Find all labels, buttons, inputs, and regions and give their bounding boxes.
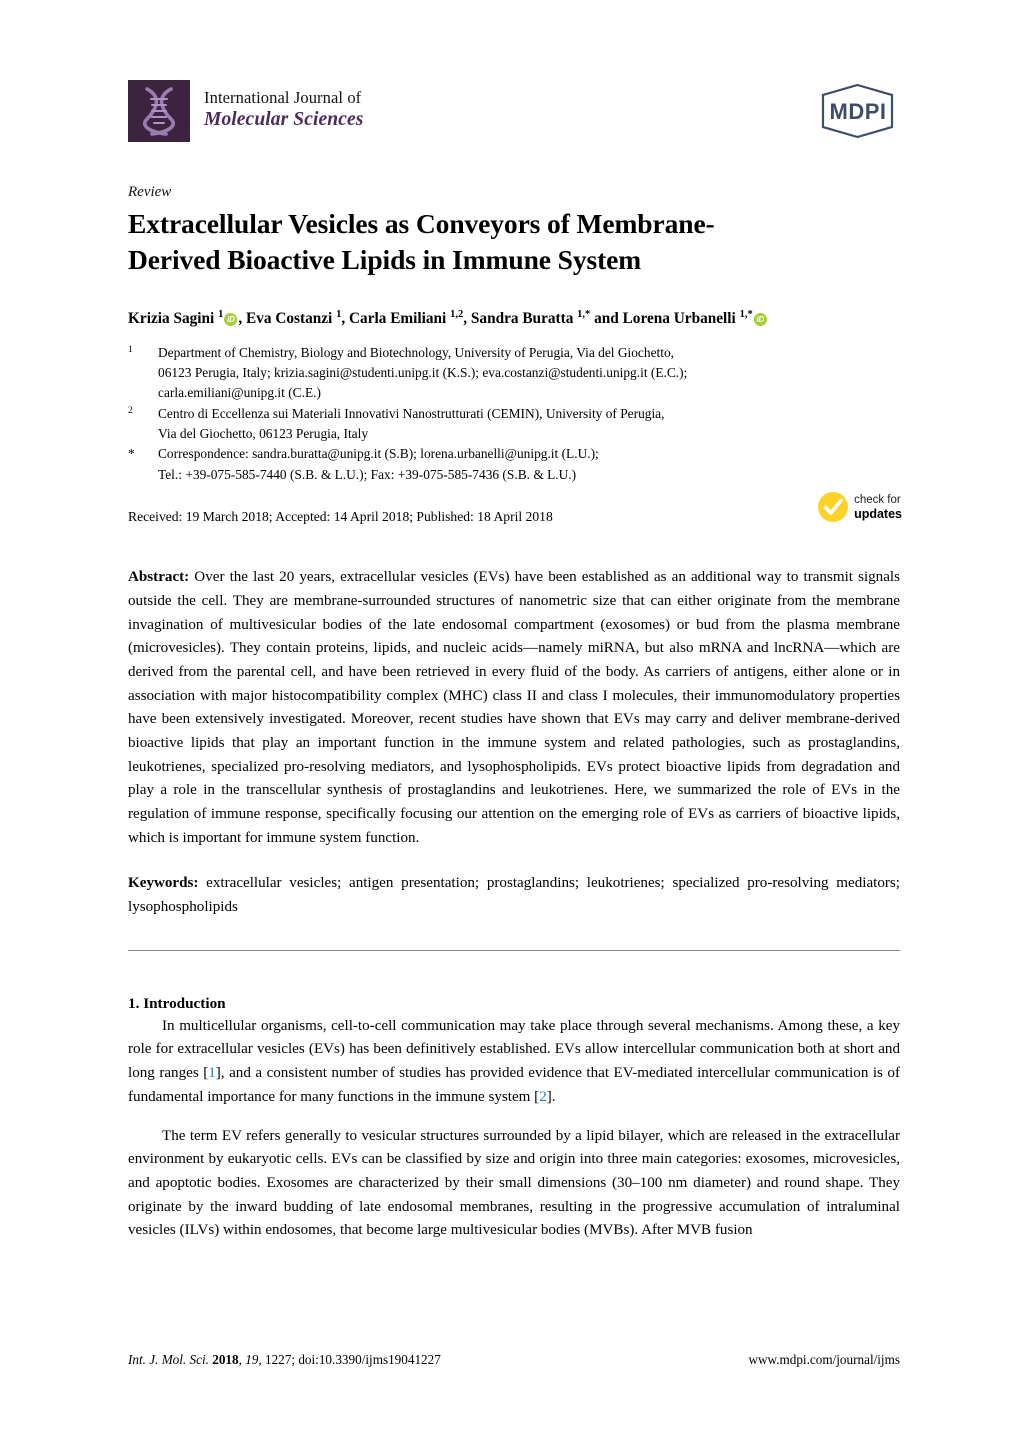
keywords-text: extracellular vesicles; antigen presentation; prostaglandins; leukotrienes; specialized pro-resolving mediators; lysophospholipids — [128, 875, 900, 916]
section-divider — [128, 950, 900, 951]
article-type-label: Review — [128, 184, 172, 200]
author-list — [128, 307, 900, 331]
publication-dates: Received: 19 March 2018; Accepted: 14 April 2018; Published: 18 April 2018 — [128, 509, 553, 525]
author-affiliation-marker: 1 — [336, 308, 342, 320]
affiliation-list — [128, 343, 900, 486]
affiliation-row — [128, 404, 900, 445]
intro-par1-part-c: ]. — [546, 1088, 556, 1105]
orcid-icon[interactable]: iD — [754, 313, 767, 326]
footer-journal-url[interactable]: www.mdpi.com/journal/ijms — [748, 1352, 900, 1367]
footer-volume: 19 — [245, 1352, 259, 1367]
masthead — [128, 80, 900, 158]
check-badge-line1: check for — [854, 493, 901, 506]
affiliation-line: Tel.: +39-075-585-7440 (S.B. & L.U.); Fax: +39-075-585-7436 (S.B. & L.U.) — [158, 466, 577, 482]
author-affiliation-marker: 1,* — [739, 308, 753, 320]
affiliation-text — [158, 343, 900, 404]
mdpi-logo-icon — [816, 82, 900, 140]
author-separator: , — [238, 309, 246, 327]
affiliation-text — [158, 404, 900, 445]
affiliation-line: carla.emiliani@unipg.it (C.E.) — [158, 385, 321, 401]
author-name: Carla Emiliani — [349, 309, 451, 327]
intro-par1-part-a: In multicellular organisms, cell-to-cell communication may take place through several mechanisms. Among these, a key role for extracellular vesicles (EVs) has been definitively established. EVs allow intercellular communication both at short and long ranges [ — [128, 1017, 900, 1082]
footer-article-number: 1227 — [264, 1352, 292, 1367]
affiliation-marker: * — [128, 446, 135, 462]
footer-doi: doi:10.3390/ijms19041227 — [298, 1352, 441, 1367]
affiliation-marker: 2 — [128, 405, 133, 416]
citation-link-2[interactable]: 2 — [539, 1088, 547, 1105]
introduction-paragraph-2: The term EV refers generally to vesicular structures surrounded by a lipid bilayer, which are released in the extracellular environment by eukaryotic cells. EVs can be classified by size and origin into three main categories: exosomes, microvesicles, and apoptotic bodies. Exosomes are characterized by their small dimensions (30–100 nm diameter) and round shape. They originate by the inward budding of late endosomal membranes, resulting in the progressive accumulation of intraluminal vesicles (ILVs) within endosomes, that become large multivesicular bodies (MVBs). After MVB fusion — [128, 1127, 900, 1239]
affiliation-row — [128, 343, 900, 404]
check-for-updates-badge[interactable] — [817, 491, 902, 523]
author-separator: , — [341, 309, 349, 327]
author-name: Eva Costanzi — [246, 309, 337, 327]
intro-par1-part-b: ], and a consistent number of studies has provided evidence that EV-mediated intercellular communication is of fundamental importance for many functions in the immune system [ — [128, 1065, 900, 1105]
abstract-text: Over the last 20 years, extracellular vesicles (EVs) have been established as an additional way to transmit signals outside the cell. They are membrane-surrounded structures of nanometric size that can either originate from the membrane invagination of multivesicular bodies of the late endosomal compartment (exosomes) or bud from the plasma membrane (microvesicles). They contain proteins, lipids, and nucleic acids—namely miRNA, but also mRNA and lncRNA—which are derived from the parental cell, and have been retrieved in every fluid of the body. As carriers of antigens, either alone or in association with major histocompatibility complex (MHC) class II and class I molecules, their immunomodulatory properties have been extensively investigated. Moreover, recent studies have shown that EVs may carry and deliver membrane-derived bioactive lipids that play an important function in the immune system and related pathologies, such as prostaglandins, leukotrienes, specialized pro-resolving mediators, and lysophospholipids. EVs protect bioactive lipids from degradation and play a role in the transcellular synthesis of prostaglandins and leukotrienes. Here, we summarized the role of EVs in the regulation of immune response, specifically focusing our attention on the emerging role of EVs as carriers of bioactive lipids, which is important for immune system function. — [128, 569, 900, 846]
dna-helix-icon — [128, 80, 190, 142]
author-separator: , — [463, 309, 471, 327]
footer-citation: Int. J. Mol. Sci. 2018, 19, 1227; doi:10.3390/ijms19041227 — [128, 1352, 441, 1367]
author-name: Lorena Urbanelli — [622, 309, 740, 327]
page-content-column — [128, 0, 900, 1258]
journal-title-block — [204, 89, 363, 133]
author-name: Sandra Buratta — [470, 309, 578, 327]
check-badge-text — [854, 493, 902, 522]
author-affiliation-marker: 1,2 — [450, 308, 464, 320]
affiliation-row — [128, 444, 900, 485]
section-heading-introduction: 1. Introduction — [128, 994, 226, 1012]
abstract-block — [128, 566, 900, 850]
journal-branding — [128, 80, 363, 142]
affiliation-line: Department of Chemistry, Biology and Biotechnology, University of Perugia, Via del Giochetto, — [158, 344, 675, 360]
affiliation-marker: 1 — [128, 344, 133, 355]
author-name: Krizia Sagini — [128, 309, 219, 327]
introduction-paragraph-1 — [128, 1015, 900, 1110]
orcid-icon[interactable]: iD — [224, 313, 237, 326]
author-affiliation-marker: 1 — [218, 308, 224, 320]
check-mark-icon — [817, 491, 849, 523]
affiliation-line: Centro di Eccellenza sui Materiali Innovativi Nanostrutturati (CEMIN), University of Perugia, — [158, 405, 665, 421]
abstract-label: Abstract: — [128, 569, 190, 586]
affiliation-line: Correspondence: sandra.buratta@unipg.it (S.B); lorena.urbanelli@unipg.it (L.U.); — [158, 446, 599, 462]
mdpi-wordmark: MDPI — [829, 99, 887, 124]
author-separator: and — [590, 309, 623, 327]
check-badge-line2: updates — [854, 507, 902, 522]
footer-journal-abbrev: Int. J. Mol. Sci. — [128, 1352, 209, 1367]
keywords-block — [128, 872, 900, 919]
page-title: Extracellular Vesicles as Conveyors of Membrane-Derived Bioactive Lipids in Immune System — [128, 208, 715, 275]
author-affiliation-marker: 1,* — [577, 308, 591, 320]
publication-dates-row — [128, 493, 902, 549]
affiliation-text — [158, 444, 900, 485]
citation-link-1[interactable]: 1 — [208, 1065, 216, 1082]
keywords-label: Keywords: — [128, 875, 199, 892]
journal-name-line1: International Journal of — [204, 87, 362, 107]
affiliation-line: Via del Giochetto, 06123 Perugia, Italy — [158, 426, 369, 442]
footer-year: 2018 — [212, 1352, 239, 1367]
page-footer — [128, 1352, 900, 1368]
affiliation-line: 06123 Perugia, Italy; krizia.sagini@studenti.unipg.it (K.S.); eva.costanzi@studenti.unipg.it (E.C.); — [158, 364, 688, 380]
journal-name-line2: Molecular Sciences — [204, 108, 364, 130]
